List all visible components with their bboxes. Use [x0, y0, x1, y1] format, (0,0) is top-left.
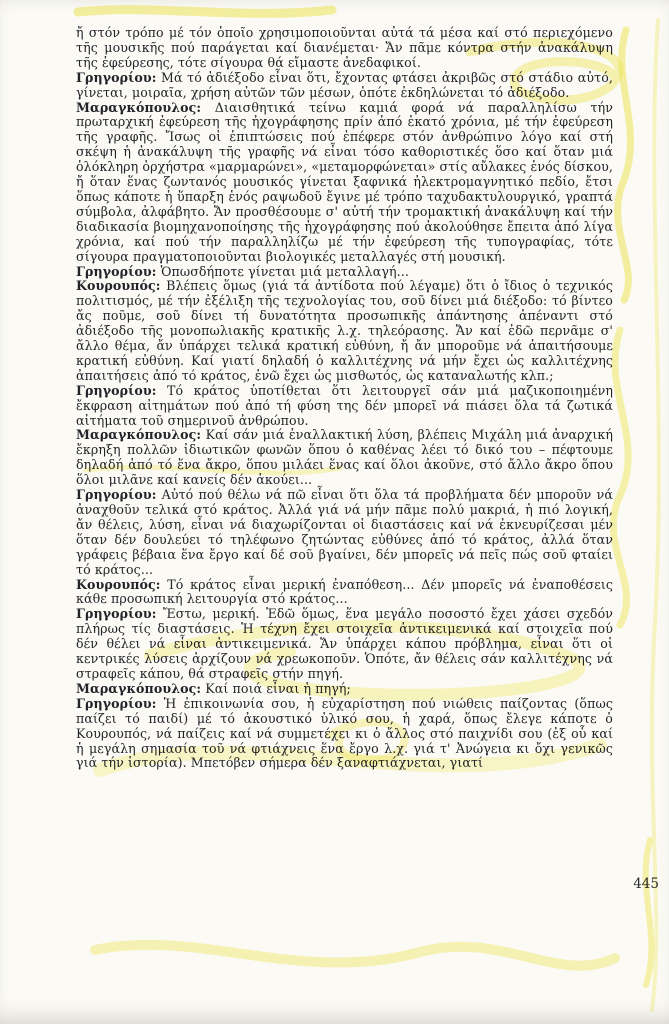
text-column [76, 26, 613, 771]
speaker-name: Γρηγορίου: [76, 69, 157, 85]
page-number: 445 [633, 876, 659, 892]
dialogue-paragraph [76, 488, 613, 577]
paragraph-text: Καί σάν μιά ἐναλλακτική λύση, βλέπεις Μιχάλη μιά ἀναρχική ἔκρηξη πολλῶν ἰδιωτικῶν φωνῶν ὅπου ὁ καθένας λέει τό δικό του – πέφτουμε δηλαδή ἀπό τό ἕνα ἄκρο, ὅπου μιλάει ἕνας καί ὅλοι ἀκοῦνε, στό ἄλλο ἄκρο ὅπου ὅλοι μιλᾶνε καί κανείς δέν ἀκούει... [76, 427, 614, 488]
paragraph-text: Βλέπεις ὅμως (γιά τά ἀντίδοτα πού λέγαμε) ὅτι ὁ ἴδιος ὁ τεχνικός πολιτισμός, μέ τήν ἐξέλιξη τῆς τεχνολογίας του, σοῦ δίνει μιά διέξοδο: τό βίντεο ἄς ποῦμε, σοῦ δίνει τή δυνατότητα προσωπικῆς ἀπάντησης ἀπέναντι στό ἀδιέξοδο τῆς μονοπωλιακῆς κρατικῆς λ.χ. τηλεόρασης. Ἄν καί ἐδῶ περνᾶμε σ' ἄλλο θέμα, ἄν ὑπάρχει τελικά κρατική εὐθύνη, ἤ ἄν μποροῦμε νά ἀπαιτήσουμε κρατική εὐθύνη. Καί γιατί δηλαδή ὁ καλλιτέχνης νά μήν ἔχει ὡς καλλιτέχνης ἀπαιτήσεις ἀπό τό κράτος, ἐνῶ ἔχει ὡς μισθωτός, ὡς καταναλωτής κλπ.; [76, 278, 613, 383]
paragraph-text: Ὁπωσδήποτε γίνεται μιά μεταλλαγή... [160, 263, 409, 279]
paragraph-text: Διαισθητικά τείνω καμιά φορά νά παραλληλίσω τήν πρωταρχική ἐφεύρεση τῆς ἠχογράφησης πρίν ἀπό ἑκατό χρόνια, μέ τήν ἐφεύρεση τῆς γραφῆς. Ἴσως οἱ ἐπιπτώσεις πού ἐπέφερε στόν ἀνθρώπινο λόγο καί στή σκέψη ἡ ἀνακάλυψη τῆς γραφῆς νά εἶναι τόσο καθοριστικές ὅσο καί ὅταν μιά ὁλόκληρη ὀρχήστρα «μαρμαρώνει», «μεταμορφώνεται» στίς αὔλακες ἑνός δίσκου, ἤ ὅταν ἕνας ζωντανός μουσικός γίνεται ξαφνικά ἠλεκτρομαγνητικό πεδίο, ἔτσι ὅπως κάποτε ἡ ὕπαρξη ἑνός ραψωδοῦ ἔγινε μέ τρόπο ταχυδακτυλουργικό, γραπτά σύμβολα, ἀλφάβητο. Ἄν προσθέσουμε σ' αὐτή τήν τρομακτική ἀνακάλυψη καί τήν διαδικασία βιομηχανοποίησης τῆς ἠχογράφησης πού ἀκολούθησε ἔπειτα ἀπό λίγα χρόνια, καί πού τήν παραλληλίζω μέ τήν ἐφεύρεση τῆς τυπογραφίας, τότε σίγουρα πραγματοποιοῦνται βιολογικές μεταλλαγές στή μουσική. [76, 99, 613, 264]
dialogue-paragraph [76, 697, 613, 772]
highlight-stroke [618, 30, 631, 300]
dialogue-paragraph [76, 682, 613, 697]
speaker-name: Γρηγορίου: [76, 382, 157, 398]
paragraph-text: Τό κράτος εἶναι μερική ἐναπόθεση... Δέν μπορεῖς νά ἐναποθέσεις κάθε προσωπική λειτουργία στό κράτος... [76, 576, 614, 607]
paragraph-text: ἤ στόν τρόπο μέ τόν ὁποῖο χρησιμοποιοῦνται αὐτά τά μέσα καί στό περιεχόμενο τῆς μουσικῆς πού παράγεται καί διανέμεται· Ἄν πᾶμε κόντρα στήν ἀνακάλυψη τῆς ἐφεύρεσης, τότε σίγουρα θά εἴμαστε ἀνεδαφικοί. [76, 25, 613, 70]
speaker-name: Μαραγκόπουλος: [76, 99, 202, 115]
paragraph-text: Τό κράτος ὑποτίθεται ὅτι λειτουργεῖ σάν μιά μαζικοποιημένη ἔκφραση αἰτημάτων πού ἀπό τή φύση της δέν μπορεῖ νά πιάσει ὅλα τά ζωτικά αἰτήματα τοῦ σημερινοῦ ἀνθρώπου. [76, 382, 613, 428]
dialogue-paragraph [76, 71, 613, 101]
speaker-name: Μαραγκόπουλος: [76, 427, 202, 443]
dialogue-paragraph [76, 101, 613, 265]
highlight-stroke [78, 10, 332, 14]
highlight-stroke [613, 330, 628, 625]
dialogue-paragraph [76, 279, 613, 383]
paragraph-text: Μά τό ἀδιέξοδο εἶναι ὅτι, ἔχοντας φτάσει ἀκριβῶς στό στάδιο αὐτό, γίνεται, μοιραῖα, χρήση αὐτῶν τῶν μέσων, ὁπότε ἐκδηλώνεται τό ἀδιέξοδο. [76, 69, 613, 100]
speaker-name: Μαραγκόπουλος: [76, 680, 202, 696]
highlight-stroke [652, 20, 659, 1010]
paragraph-text: Καί ποιά εἶναι ἡ πηγή; [205, 680, 351, 696]
speaker-name: Κουρουπός: [76, 278, 161, 294]
speaker-name: Γρηγορίου: [76, 606, 157, 622]
speaker-name: Κουρουπός: [76, 576, 161, 592]
speaker-name: Γρηγορίου: [76, 695, 157, 711]
dialogue-paragraph [76, 607, 613, 682]
paragraph-text: Ἡ ἐπικοινωνία σου, ἡ εὐχαρίστηση πού νιώθεις παίζοντας (ὅπως παίζει τό παιδί) μέ τό ἀκουστικό ὑλικό σου, ἡ χαρά, ὅπως ἔλεγε κάποτε ὁ Κουρουπός, νά παίζεις καί νά συμμετέχει κι ὁ ἄλλος στό παιχνίδι σου (ἐξ οὗ καί ἡ μεγάλη σημασία τοῦ νά φτιάχνεις ἕνα ἔργο λ.χ. γιά τ' Ἀνώγεια κι ὄχι γενικῶς γιά τήν ἱστορία). Μπετόβεν σήμερα δέν ξαναφτιάχνεται, γιατί [76, 695, 614, 771]
speaker-name: Γρηγορίου: [76, 263, 157, 279]
dialogue-paragraph [76, 26, 613, 71]
highlight-stroke [646, 840, 652, 985]
paragraph-text: Ἔστω, μερική. Ἐδῶ ὅμως, ἕνα μεγάλο ποσοστό ἔχει χάσει σχεδόν πλήρως τίς διαστάσεις. Ἡ τέχνη ἔχει στοιχεῖα ἀντικειμενικά καί στοιχεῖα πού δέν θέλει νά εἶναι ἀντικειμενικά. Ἄν ὑπάρχει κάπου πρόβλημα, εἶναι ὅτι οἱ κεντρικές λύσεις ἀρχίζουν νά χρεωκοποῦν. Ὁπότε, ἄν θέλεις σάν καλλιτέχνης νά στραφεῖς κάπου, θά στραφεῖς στήν πηγή. [76, 606, 614, 681]
dialogue-paragraph [76, 578, 613, 608]
dialogue-paragraph [76, 384, 613, 429]
dialogue-paragraph [76, 428, 613, 488]
paragraph-text: Αὐτό πού θέλω νά πῶ εἶναι ὅτι ὅλα τά προβλήματα δέν μποροῦν νά ἀναχθοῦν τελικά στό κράτος. Ἀλλά γιά νά μήν πᾶμε πολύ μακριά, ἡ πιό λογική, ἄν θέλεις, λύση, εἶναι νά διαχωρίζονται οἱ διαστάσεις καί νά ἐκνευρίζεσαι μέν ὅταν δέν δουλεύει τό τηλέφωνο ζητώντας εὐθύνες ἀπό τό κράτος, ἀλλά ὅταν γράφεις βέβαια ἕνα ἔργο καί δέ σοῦ βγαίνει, δέν μπορεῖς νά πεῖς πώς σοῦ φταίει τό κράτος... [76, 487, 613, 577]
dialogue-paragraph [76, 265, 613, 280]
highlight-stroke [95, 945, 615, 966]
speaker-name: Γρηγορίου: [76, 487, 157, 503]
